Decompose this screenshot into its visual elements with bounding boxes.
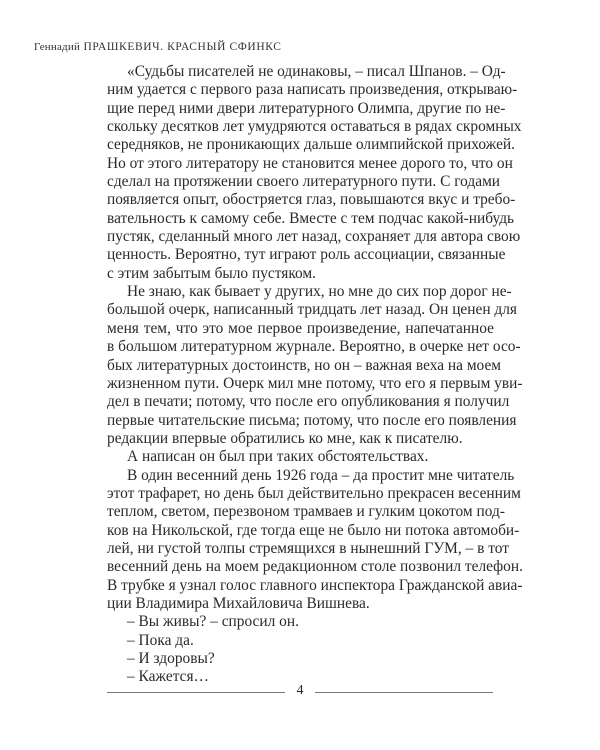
text-line: В один весенний день 1926 года – да простит мне читатель [127, 466, 515, 484]
text-line: – И здоровы? [127, 650, 215, 667]
text-line: пустяк, сделанный много лет назад, сохраняет для автора свою [107, 228, 521, 246]
text-line: ним удается с первого раза написать произведения, открываю- [107, 81, 518, 99]
text-line: редакции впервые обратились ко мне, как к писателю. [107, 429, 463, 447]
paragraph [107, 448, 494, 466]
text-line: середняков, не проникающих дальше олимпийской прихожей. [107, 136, 516, 154]
text-line: этот трафарет, но день был действительно прекрасен весенним [107, 484, 521, 502]
text-line: Не знаю, как бывает у других, но мне до сих пор дорог не- [127, 283, 512, 301]
text-line: ков на Никольской, где тогда еще не было ни потока автомоби- [107, 521, 520, 539]
header-author: Геннадий [34, 41, 81, 53]
text-line: Но от этого литератору не становится менее дорого то, что он [107, 154, 513, 172]
page-number: 4 [296, 683, 304, 698]
text-line: ции Владимира Михайловича Вишнева. [107, 594, 370, 612]
text-line: В трубке я узнал голос главного инспектора Гражданской авиа- [107, 576, 523, 594]
text-line: сделал на протяжении своего литературного пути. С годами [107, 173, 501, 191]
text-line: теплом, светом, перезвоном трамваев и гулким цокотом под- [107, 503, 505, 521]
text-line: первые читательские письма; потому, что после его появления [107, 411, 517, 429]
page-footer [107, 682, 493, 702]
body-text [107, 63, 523, 687]
text-line: – Вы живы? – спросил он. [127, 613, 299, 631]
text-line: щие перед ними двери литературного Олимпа, другие по не- [107, 99, 506, 117]
text-line: – Пока да. [127, 631, 194, 649]
text-line: – Кажется… [127, 668, 209, 686]
text-line: большой очерк, написанный тридцать лет назад. Он ценен для [107, 301, 518, 319]
text-line: с этим забытым было пустяком. [107, 264, 317, 282]
text-line: вательность к самому себе. Вместе с тем подчас какой-нибудь [107, 209, 515, 227]
running-header [34, 41, 281, 53]
paragraph [107, 63, 522, 283]
text-line: появляется опыт, обостряется глаз, повышаются вкус и требо- [107, 191, 516, 209]
text-line: в большом литературном журнале. Вероятно, в очерке нет осо- [107, 338, 521, 356]
text-line: дел в печати; потому, что после его опубликования я получил [107, 393, 510, 411]
text-line: меня тем, что это мое первое произведение, напечатанное [107, 319, 494, 337]
text-line: весенний день на моем редакционном столе позвонил телефон. [107, 558, 523, 576]
paragraph [107, 650, 494, 668]
paragraph [107, 466, 523, 614]
text-line: А написан он был при таких обстоятельствах. [127, 448, 429, 466]
text-line: жизненном пути. Очерк мил мне потому, что его я первым уви- [107, 374, 523, 392]
text-line: бых литературных достоинств, но он – важная веха на моем [107, 356, 502, 374]
text-line: «Судьбы писателей не одинаковы, – писал Шпанов. – Од- [127, 63, 506, 80]
paragraph [107, 283, 523, 448]
text-line: лей, ни густой толпы стремящихся в нынешний ГУМ, – в тот [107, 539, 509, 557]
paragraph [107, 613, 494, 631]
text-line: скольку десятков лет умудряются оставаться в рядах скромных [107, 118, 522, 136]
text-line: ценность. Вероятно, тут играют роль ассоциации, связанные [107, 246, 506, 264]
header-title: ПРАШКЕВИЧ. КРАСНЫЙ СФИНКС [83, 41, 282, 53]
footer-rule-right [315, 692, 493, 693]
paragraph [107, 632, 494, 650]
